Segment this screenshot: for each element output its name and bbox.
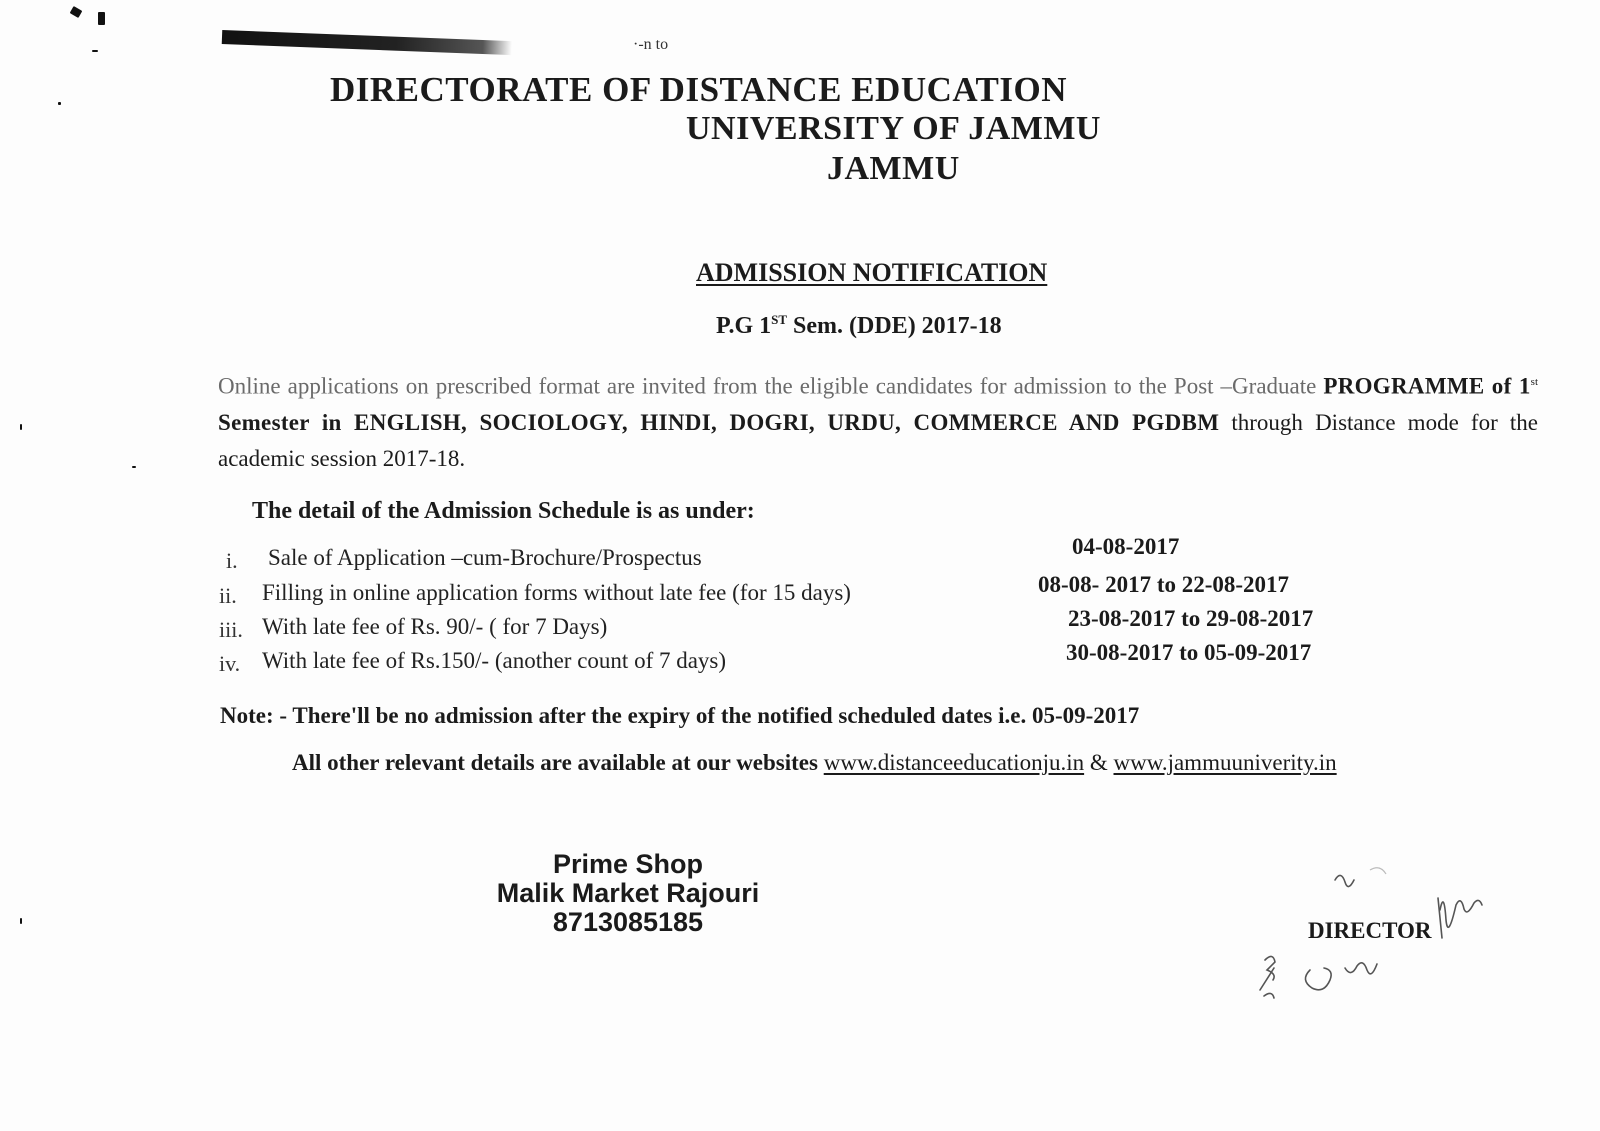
cropped-text-fragment: ·-n to (633, 36, 669, 53)
scan-speck (70, 6, 83, 18)
schedule-item-text: With late fee of Rs. 90/- ( for 7 Days) (262, 614, 608, 639)
semester-sup: ST (771, 312, 788, 327)
admission-note: Note: - There'll be no admission after the expiry of the notified scheduled dates i.e. 05-09-2017 (220, 703, 1140, 728)
schedule-item-date: 08-08- 2017 to 22-08-2017 (1038, 572, 1290, 597)
header-university: UNIVERSITY OF JAMMU (686, 110, 1101, 147)
schedule-item-text: With late fee of Rs.150/- (another count of 7 days) (262, 648, 727, 673)
scan-speck (98, 12, 105, 25)
websites-ampersand: & (1084, 750, 1114, 775)
schedule-item-number: iv. (219, 651, 241, 676)
director-signatory: DIRECTOR (1308, 918, 1432, 943)
schedule-heading: The detail of the Admission Schedule is as under: (252, 498, 755, 524)
semester-prefix: P.G 1 (716, 313, 772, 339)
website-link-dde[interactable]: www.distanceeducationju.in (823, 750, 1085, 775)
schedule-item-date: 04-08-2017 (1072, 534, 1180, 559)
schedule-item-number: i. (226, 548, 238, 573)
stamp-address: Malik Market Rajouri (496, 878, 760, 908)
schedule-item-text: Sale of Application –cum-Brochure/Prospectus (268, 545, 702, 570)
scan-speck (132, 466, 136, 468)
intro-text-part1: Online applications on prescribed format are invited from the eligible candidates for admission to the Post –Graduate (218, 373, 1324, 399)
scan-speck (20, 424, 22, 430)
semester-suffix: Sem. (DDE) 2017-18 (787, 313, 1002, 339)
stamp-phone: 8713085185 (552, 907, 704, 937)
intro-programme: PROGRAMME of 1 (1323, 373, 1531, 399)
scan-speck (92, 50, 98, 52)
stamp-shop-name: Prime Shop (552, 849, 704, 879)
websites-line (292, 750, 1337, 776)
scan-artifact-bar (222, 30, 512, 55)
scan-speck (20, 918, 22, 924)
schedule-item-date: 30-08-2017 to 05-09-2017 (1066, 640, 1312, 665)
header-directorate: DIRECTORATE OF DISTANCE EDUCATION (330, 70, 1068, 109)
intro-subjects: Semester in ENGLISH, SOCIOLOGY, HINDI, DOGRI, URDU, COMMERCE AND PGDBM (218, 409, 1220, 435)
header-city: JAMMU (827, 150, 960, 187)
websites-lead: All other relevant details are available at our websites (292, 750, 824, 775)
shop-stamp (428, 850, 828, 937)
notification-title: ADMISSION NOTIFICATION (696, 258, 1048, 287)
schedule-item-number: iii. (219, 617, 243, 642)
schedule-item-text: Filling in online application forms without late fee (for 15 days) (262, 580, 851, 605)
schedule-item-number: ii. (219, 583, 237, 608)
intro-paragraph (218, 364, 1538, 477)
schedule-item-date: 23-08-2017 to 29-08-2017 (1068, 606, 1314, 631)
semester-line (716, 312, 1002, 340)
intro-sup: st (1530, 376, 1539, 388)
website-link-university[interactable]: www.jammuuniverity.in (1113, 750, 1337, 775)
intro-text-part2: through Distance mode for the academic session 2017-18. (218, 409, 1539, 471)
